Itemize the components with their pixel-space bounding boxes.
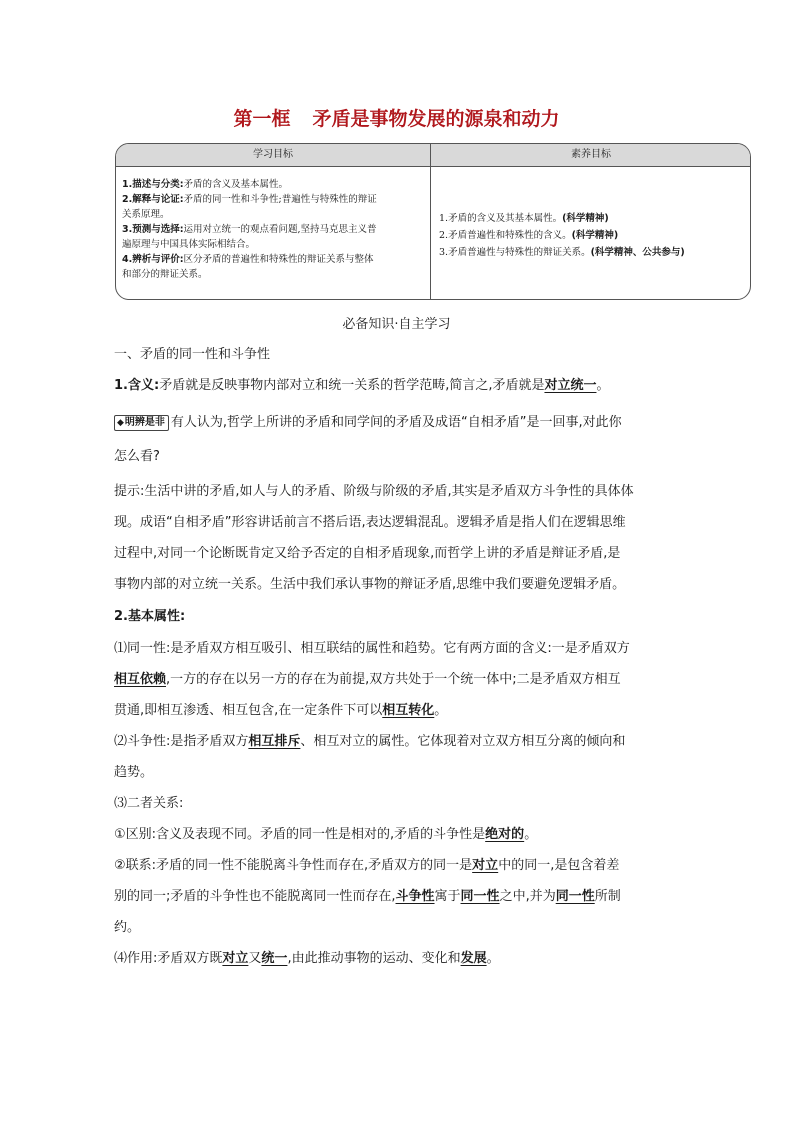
- header-learning-goals: 学习目标: [253, 149, 293, 160]
- literacy-goal-item: 3.矛盾普遍性与特殊性的辩证关系。(科学精神、公共参与): [439, 247, 685, 258]
- identity-line-2: 相互依赖,一方的存在以另一方的存在为前提,双方共处于一个统一体中;二是矛盾双方相互: [114, 672, 621, 687]
- title-part-2: 矛盾是事物发展的源泉和动力: [312, 108, 560, 130]
- section-title: 一、矛盾的同一性和斗争性: [114, 347, 271, 362]
- literacy-goals-list: [439, 210, 744, 261]
- definition-paragraph: 1.含义:矛盾就是反映事物内部对立和统一关系的哲学范畴,简言之,矛盾就是对立统一。: [114, 378, 610, 393]
- struggle-line-1: ⑵斗争性:是指矛盾双方相互排斥、相互对立的属性。它体现着对立双方相互分离的倾向和: [114, 734, 626, 749]
- section-subheading: 必备知识·自主学习: [342, 317, 451, 332]
- struggle-line-2: 趋势。: [114, 765, 154, 780]
- identity-line-1: ⑴同一性:是矛盾双方相互吸引、相互联结的属性和趋势。它有两方面的含义:一是矛盾双方: [114, 641, 630, 656]
- title-part-1: 第一框: [233, 108, 291, 130]
- relation-heading: ⑶二者关系:: [114, 796, 184, 811]
- literacy-goal-item: 1.矛盾的含义及其基本属性。(科学精神): [439, 213, 609, 224]
- header-literacy-goals: 素养目标: [571, 149, 611, 160]
- connection-line-2: 别的同一;矛盾的斗争性也不能脱离同一性而存在,斗争性寓于同一性之中,并为同一性所制: [114, 889, 621, 904]
- hint-line: 现。成语“自相矛盾”形容讲话前言不搭后语,表达逻辑混乱。逻辑矛盾是指人们在逻辑思维: [114, 515, 626, 530]
- hint-line: 事物内部的对立统一关系。生活中我们承认事物的辩证矛盾,思维中我们要避免逻辑矛盾。: [114, 577, 626, 592]
- connection-line-1: ②联系:矛盾的同一性不能脱离斗争性而存在,矛盾双方的同一是对立中的同一,是包含着差: [114, 858, 620, 873]
- question-line-2: 怎么看?: [114, 449, 160, 464]
- learning-goal-item: 4.辨析与评价:区分矛盾的普遍性和特殊性的辩证关系与整体 和部分的辩证关系。: [122, 254, 374, 280]
- literacy-goal-item: 2.矛盾普遍性和特殊性的含义。(科学精神): [439, 230, 619, 241]
- learning-goal-item: 1.描述与分类:矛盾的含义及基本属性。: [122, 179, 289, 190]
- basic-attributes-heading: 2.基本属性:: [114, 609, 186, 624]
- discern-badge: ◆明辨是非: [114, 415, 169, 431]
- table-header: [116, 144, 750, 167]
- learning-goal-item: 3.预测与选择:运用对立统一的观点看问题,坚持马克思主义普 遍原理与中国具体实际相结合。: [122, 224, 377, 250]
- diamond-icon: ◆: [117, 418, 124, 428]
- page-title: [0, 104, 793, 131]
- difference-line: ①区别:含义及表现不同。矛盾的同一性是相对的,矛盾的斗争性是绝对的。: [114, 827, 538, 842]
- learning-goal-item: 2.解释与论证:矛盾的同一性和斗争性;普遍性与特殊性的辩证 关系原理。: [122, 194, 377, 220]
- function-line: ⑷作用:矛盾双方既对立又统一,由此推动事物的运动、变化和发展。: [114, 951, 500, 966]
- hint-line: 过程中,对同一个论断既肯定又给予否定的自相矛盾现象,而哲学上讲的矛盾是辩证矛盾,是: [114, 546, 621, 561]
- learning-goals-list: [122, 177, 424, 282]
- hint-line: 提示:生活中讲的矛盾,如人与人的矛盾、阶级与阶级的矛盾,其实是矛盾双方斗争性的具体体: [114, 484, 634, 499]
- table-divider: [430, 144, 431, 299]
- connection-line-3: 约。: [114, 920, 141, 935]
- objectives-table: [115, 143, 751, 300]
- identity-line-3: 贯通,即相互渗透、相互包含,在一定条件下可以相互转化。: [114, 703, 448, 718]
- question-line-1: ◆明辨是非 有人认为,哲学上所讲的矛盾和同学间的矛盾及成语“自相矛盾”是一回事,对此你: [114, 411, 622, 431]
